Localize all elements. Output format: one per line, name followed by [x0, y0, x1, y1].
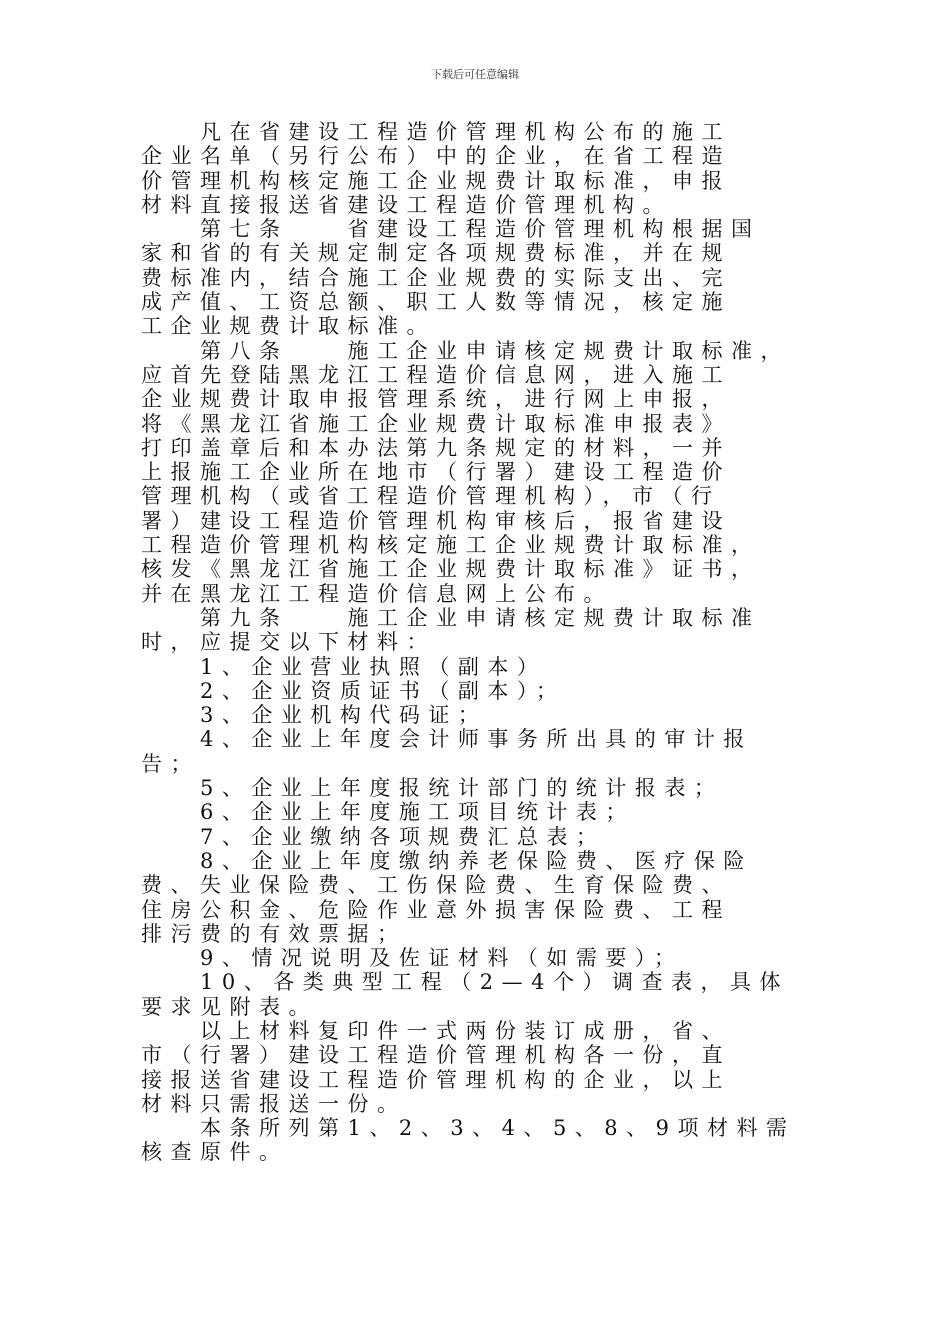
list-item: 6、企业上年度施工项目统计表；: [141, 800, 635, 825]
text-line: 核查原件。: [141, 1140, 289, 1165]
text-line: 住房公积金、危险作业意外损害保险费、工程: [141, 897, 731, 922]
text-line: 成产值、工资总额、职工人数等情况，核定施: [141, 290, 731, 315]
list-item: 10、各类典型工程（2—4个）调查表，具体: [141, 970, 789, 995]
text-line: 凡在省建设工程造价管理机构公布的施工: [141, 120, 731, 144]
text-line: 并在黑龙江工程造价信息网上公布。: [141, 581, 613, 606]
text-line: 企业名单（另行公布）中的企业，在省工程造: [141, 144, 731, 169]
article-8-heading-line: 第八条 施工企业申请核定规费计取标准，: [141, 338, 790, 363]
text-line: 市（行署）建设工程造价管理机构各一份，直: [141, 1043, 731, 1068]
article-9-heading-line: 第九条 施工企业申请核定规费计取标准: [141, 605, 761, 630]
text-line: 应首先登陆黑龙江工程造价信息网，进入施工: [141, 362, 731, 387]
document-body: [141, 120, 831, 1165]
text-line: 打印盖章后和本办法第九条规定的材料，一并: [141, 435, 731, 460]
list-item: 4、企业上年度会计师事务所出具的审计报: [141, 727, 753, 752]
text-line: 材料只需报送一份。: [141, 1091, 407, 1116]
text-line: 以上材料复印件一式两份装订成册，省、: [141, 1018, 731, 1043]
list-item: 9、情况说明及佐证材料（如需要）；: [141, 946, 684, 971]
text-line: 工企业规费计取标准。: [141, 314, 436, 339]
article-7-heading-line: 第七条 省建设工程造价管理机构根据国: [141, 217, 761, 242]
text-line: 企业规费计取申报管理系统，进行网上申报，: [141, 387, 731, 412]
list-item: 5、企业上年度报统计部门的统计报表；: [141, 776, 724, 801]
text-line: 工程造价管理机构核定施工企业规费计取标准，: [141, 533, 761, 558]
list-item: 8、企业上年度缴纳养老保险费、医疗保险: [141, 848, 753, 873]
text-line: 材料直接报送省建设工程造价管理机构。: [141, 192, 672, 217]
text-line: 时，应提交以下材料：: [141, 630, 436, 655]
text-line: 家和省的有关规定制定各项规费标准，并在规: [141, 241, 731, 266]
page-header: 下载后可任意编辑: [431, 68, 519, 81]
text-line: 费标准内，结合施工企业规费的实际支出、完: [141, 265, 731, 290]
text-line: 费、失业保险费、工伤保险费、生育保险费、: [141, 873, 731, 898]
text-line: 要求见附表。: [141, 994, 318, 1019]
text-line: 接报送省建设工程造价管理机构的企业，以上: [141, 1067, 731, 1092]
text-line: 署）建设工程造价管理机构审核后，报省建设: [141, 508, 731, 533]
list-item: 2、企业资质证书（副本）；: [141, 678, 566, 703]
list-item: 1、企业营业执照（副本）: [141, 654, 547, 679]
text-line: 排污费的有效票据；: [141, 921, 407, 946]
text-line: 管理机构（或省工程造价管理机构），市（行: [141, 484, 721, 509]
list-item: 7、企业缴纳各项规费汇总表；: [141, 824, 606, 849]
text-line: 上报施工企业所在地市（行署）建设工程造价: [141, 460, 731, 485]
text-line: 核发《黑龙江省施工企业规费计取标准》证书，: [141, 557, 761, 582]
text-line: 将《黑龙江省施工企业规费计取标准申报表》: [141, 411, 731, 436]
text-line: 告；: [141, 751, 200, 776]
text-line: 价管理机构核定施工企业规费计取标准，申报: [141, 168, 731, 193]
text-line: 本条所列第1、2、3、4、5、8、9项材料需: [141, 1116, 796, 1141]
list-item: 3、企业机构代码证；: [141, 703, 488, 728]
